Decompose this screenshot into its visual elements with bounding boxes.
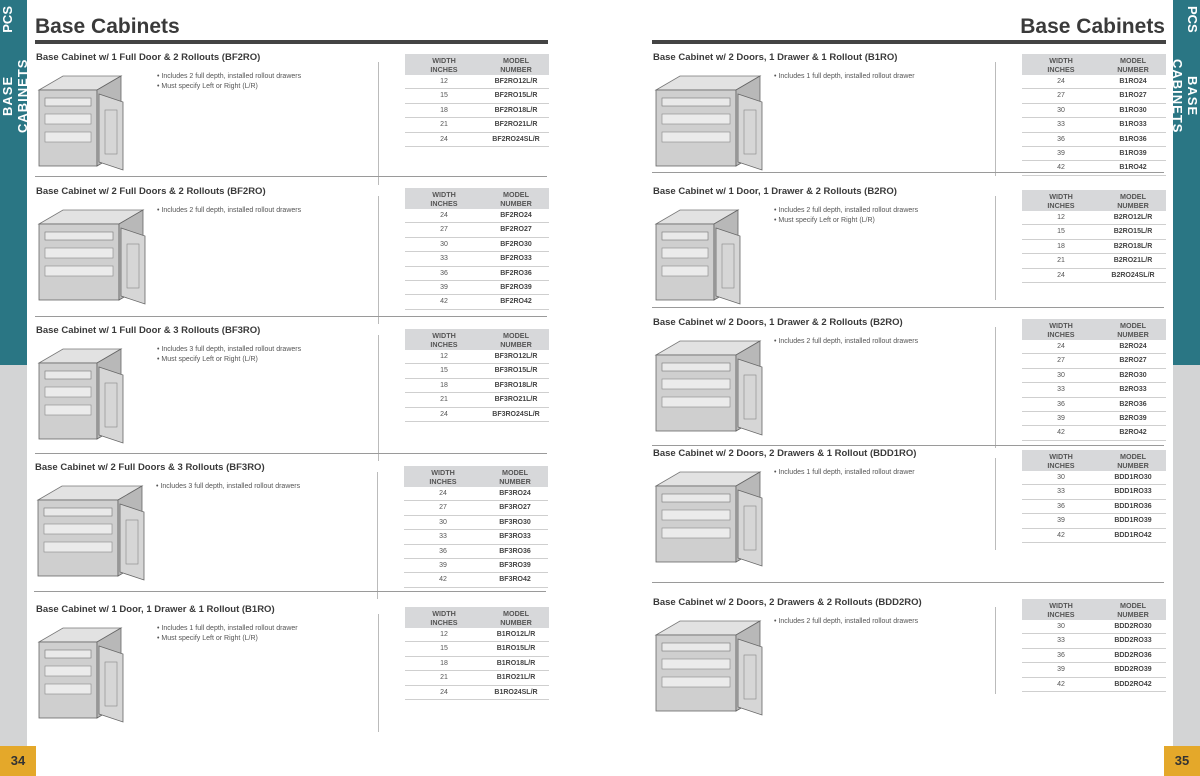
width-cell: 21 bbox=[440, 674, 448, 682]
width-cell: 18 bbox=[440, 381, 448, 389]
width-cell: 15 bbox=[440, 367, 448, 375]
model-cell: B1RO39 bbox=[1119, 149, 1147, 157]
model-cell: BF2RO30 bbox=[500, 240, 532, 248]
table-row bbox=[405, 89, 549, 103]
model-cell: B1RO30 bbox=[1119, 106, 1147, 114]
table-row bbox=[405, 267, 549, 281]
table-row bbox=[405, 75, 549, 89]
feature-item: • Must specify Left or Right (L/R) bbox=[157, 356, 258, 363]
width-cell: 36 bbox=[1057, 135, 1065, 143]
feature-item: • Includes 1 full depth, installed rollout drawer bbox=[774, 469, 915, 476]
divider bbox=[995, 62, 996, 176]
width-cell: 12 bbox=[440, 631, 448, 638]
model-header: MODEL NUMBER bbox=[1117, 56, 1149, 74]
table-row bbox=[1022, 678, 1166, 692]
width-cell: 24 bbox=[439, 490, 447, 497]
table-row bbox=[404, 545, 548, 559]
side-label: BASE CABINETS bbox=[1170, 58, 1200, 134]
model-header: MODEL NUMBER bbox=[1117, 601, 1149, 619]
width-cell: 33 bbox=[1057, 488, 1065, 496]
model-cell: B2RO27 bbox=[1119, 357, 1147, 365]
width-cell: 15 bbox=[440, 92, 448, 100]
width-header: WIDTH INCHES bbox=[1047, 601, 1075, 619]
model-header: MODEL NUMBER bbox=[500, 190, 532, 208]
model-cell: B1RO12L/R bbox=[496, 631, 536, 638]
width-header: WIDTH INCHES bbox=[430, 190, 458, 208]
divider bbox=[378, 614, 379, 732]
table-row bbox=[405, 118, 549, 132]
model-cell: BF3RO18L/R bbox=[494, 381, 538, 389]
table-row bbox=[404, 487, 548, 501]
title-rule-left bbox=[35, 40, 548, 44]
width-cell: 42 bbox=[1057, 680, 1065, 688]
feature-list bbox=[774, 72, 915, 82]
table-row bbox=[1022, 133, 1166, 147]
model-cell: B2RO21L/R bbox=[1113, 257, 1153, 265]
table-row bbox=[1022, 426, 1166, 440]
width-cell: 42 bbox=[1057, 164, 1065, 172]
model-cell: BF3RO24 bbox=[499, 490, 531, 497]
model-cell: B2RO33 bbox=[1119, 386, 1147, 394]
model-cell: BF2RO18L/R bbox=[494, 106, 538, 114]
section-title: Base Cabinet w/ 1 Full Door & 2 Rollouts (BF2RO) bbox=[36, 52, 261, 63]
model-cell: BF3RO27 bbox=[499, 504, 531, 512]
width-cell: 27 bbox=[439, 504, 447, 512]
feature-list bbox=[157, 345, 301, 365]
table-row bbox=[1022, 147, 1166, 161]
feature-list bbox=[774, 617, 918, 627]
width-header: WIDTH INCHES bbox=[429, 468, 457, 486]
model-cell: B1RO42 bbox=[1119, 164, 1147, 172]
table-header bbox=[405, 188, 549, 209]
width-header: WIDTH INCHES bbox=[1047, 56, 1075, 74]
width-header: WIDTH INCHES bbox=[430, 609, 458, 627]
section-separator bbox=[34, 591, 546, 592]
width-cell: 33 bbox=[1057, 386, 1065, 394]
table-header bbox=[405, 54, 549, 75]
spec-table bbox=[1022, 319, 1166, 441]
width-cell: 24 bbox=[1057, 78, 1065, 85]
model-cell: B2RO39 bbox=[1119, 414, 1147, 422]
model-cell: BF2RO12L/R bbox=[494, 78, 538, 85]
feature-list bbox=[156, 482, 300, 492]
divider bbox=[378, 196, 379, 324]
feature-item: • Includes 3 full depth, installed rollout drawers bbox=[157, 346, 302, 353]
model-cell: BF3RO12L/R bbox=[494, 353, 538, 360]
feature-item: • Includes 3 full depth, installed rollout drawers bbox=[156, 483, 301, 490]
spec-table bbox=[1022, 54, 1166, 176]
model-cell: BF2RO24 bbox=[500, 212, 532, 219]
model-cell: B1RO36 bbox=[1119, 135, 1147, 143]
model-cell: BF2RO27 bbox=[500, 226, 532, 234]
feature-item: • Must specify Left or Right (L/R) bbox=[157, 635, 258, 642]
side-strip-left bbox=[0, 365, 27, 746]
width-cell: 30 bbox=[1057, 106, 1065, 114]
table-row bbox=[1022, 369, 1166, 383]
width-cell: 39 bbox=[1057, 666, 1065, 674]
table-row bbox=[405, 223, 549, 237]
table-row bbox=[1022, 412, 1166, 426]
feature-list bbox=[157, 624, 298, 644]
model-cell: B2RO12L/R bbox=[1113, 214, 1153, 221]
table-row bbox=[405, 628, 549, 642]
model-cell: BF3RO24SL/R bbox=[492, 410, 540, 418]
model-cell: B1RO18L/R bbox=[496, 659, 536, 667]
table-row bbox=[1022, 118, 1166, 132]
model-header: MODEL NUMBER bbox=[500, 56, 532, 74]
feature-list bbox=[157, 72, 301, 92]
width-cell: 30 bbox=[440, 240, 448, 248]
table-row bbox=[1022, 269, 1166, 283]
table-row bbox=[1022, 620, 1166, 634]
section-separator bbox=[35, 316, 547, 317]
width-cell: 36 bbox=[1057, 400, 1065, 408]
spec-table bbox=[405, 54, 549, 147]
section-separator bbox=[35, 176, 547, 177]
table-header bbox=[1022, 319, 1166, 340]
width-cell: 36 bbox=[439, 547, 447, 555]
feature-item: • Includes 2 full depth, installed rollout drawers bbox=[157, 73, 302, 80]
width-cell: 30 bbox=[1057, 623, 1065, 630]
model-cell: BDD2RO39 bbox=[1114, 666, 1152, 674]
model-cell: BF3RO42 bbox=[499, 576, 531, 584]
section-title: Base Cabinet w/ 2 Full Doors & 3 Rollouts (BF3RO) bbox=[35, 462, 265, 473]
model-cell: BDD2RO30 bbox=[1114, 623, 1152, 630]
section-title: Base Cabinet w/ 2 Doors, 1 Drawer & 1 Rollout (B1RO) bbox=[653, 52, 898, 63]
width-cell: 15 bbox=[1057, 228, 1065, 236]
model-cell: BF2RO39 bbox=[500, 283, 532, 291]
cabinet-illustration bbox=[652, 68, 782, 178]
model-cell: B1RO24 bbox=[1119, 78, 1147, 85]
width-header: WIDTH INCHES bbox=[430, 331, 458, 349]
width-cell: 30 bbox=[1057, 371, 1065, 379]
feature-item: • Includes 1 full depth, installed rollout drawer bbox=[774, 73, 915, 80]
cabinet-illustration bbox=[652, 333, 782, 443]
section-separator bbox=[652, 307, 1164, 308]
width-cell: 24 bbox=[440, 212, 448, 219]
model-cell: B2RO36 bbox=[1119, 400, 1147, 408]
section-title: Base Cabinet w/ 2 Doors, 2 Drawers & 1 Rollout (BDD1RO) bbox=[653, 448, 917, 459]
table-row bbox=[1022, 529, 1166, 543]
table-header bbox=[1022, 450, 1166, 471]
table-row bbox=[1022, 383, 1166, 397]
section-title: Base Cabinet w/ 2 Doors, 2 Drawers & 2 Rollouts (BDD2RO) bbox=[653, 597, 922, 608]
width-header: WIDTH INCHES bbox=[1047, 321, 1075, 339]
model-cell: B1RO27 bbox=[1119, 92, 1147, 100]
table-row bbox=[1022, 485, 1166, 499]
table-header bbox=[1022, 599, 1166, 620]
model-cell: B1RO21L/R bbox=[496, 674, 536, 682]
table-row bbox=[1022, 649, 1166, 663]
model-header: MODEL NUMBER bbox=[500, 331, 532, 349]
spec-table bbox=[404, 466, 548, 588]
table-row bbox=[405, 281, 549, 295]
section-separator bbox=[35, 453, 547, 454]
width-cell: 42 bbox=[1057, 429, 1065, 437]
section-separator bbox=[652, 445, 1164, 446]
section-separator bbox=[652, 582, 1164, 583]
model-cell: BF3RO30 bbox=[499, 518, 531, 526]
side-tab-right bbox=[1170, 0, 1200, 365]
model-header: MODEL NUMBER bbox=[500, 609, 532, 627]
model-cell: BF2RO21L/R bbox=[494, 121, 538, 129]
feature-item: • Includes 2 full depth, installed rollout drawers bbox=[774, 618, 919, 625]
width-cell: 33 bbox=[1057, 121, 1065, 129]
spec-table bbox=[405, 188, 549, 310]
width-cell: 27 bbox=[440, 226, 448, 234]
model-cell: BDD1RO30 bbox=[1114, 474, 1152, 481]
model-cell: BF3RO36 bbox=[499, 547, 531, 555]
table-header bbox=[404, 466, 548, 487]
cabinet-illustration bbox=[35, 202, 165, 312]
width-cell: 21 bbox=[440, 396, 448, 404]
feature-item: • Must specify Left or Right (L/R) bbox=[774, 217, 875, 224]
width-cell: 36 bbox=[440, 269, 448, 277]
feature-item: • Includes 2 full depth, installed rollout drawers bbox=[774, 338, 919, 345]
model-header: MODEL NUMBER bbox=[1117, 321, 1149, 339]
model-cell: BF3RO33 bbox=[499, 533, 531, 541]
width-cell: 24 bbox=[440, 688, 448, 696]
model-cell: BF2RO42 bbox=[500, 298, 532, 306]
width-cell: 15 bbox=[440, 645, 448, 653]
model-cell: BF3RO39 bbox=[499, 561, 531, 569]
brand-logo: PCS bbox=[0, 6, 15, 33]
section-title: Base Cabinet w/ 1 Full Door & 3 Rollouts (BF3RO) bbox=[36, 325, 261, 336]
table-row bbox=[405, 133, 549, 147]
width-cell: 21 bbox=[440, 121, 448, 129]
table-row bbox=[405, 209, 549, 223]
width-cell: 36 bbox=[1057, 502, 1065, 510]
width-header: WIDTH INCHES bbox=[430, 56, 458, 74]
table-row bbox=[1022, 634, 1166, 648]
width-cell: 42 bbox=[440, 298, 448, 306]
divider bbox=[995, 196, 996, 300]
table-row bbox=[1022, 354, 1166, 368]
divider bbox=[378, 335, 379, 461]
table-row bbox=[405, 252, 549, 266]
width-cell: 30 bbox=[1057, 474, 1065, 481]
side-strip-right bbox=[1173, 365, 1200, 746]
width-cell: 39 bbox=[1057, 414, 1065, 422]
cabinet-illustration bbox=[34, 478, 164, 588]
spec-table bbox=[1022, 599, 1166, 692]
spec-table bbox=[405, 607, 549, 700]
table-row bbox=[1022, 211, 1166, 225]
model-cell: BF3RO15L/R bbox=[494, 367, 538, 375]
model-cell: B1RO15L/R bbox=[496, 645, 536, 653]
divider bbox=[995, 327, 996, 448]
model-cell: BF2RO24SL/R bbox=[492, 135, 540, 143]
width-cell: 42 bbox=[1057, 531, 1065, 539]
table-row bbox=[1022, 75, 1166, 89]
table-row bbox=[405, 671, 549, 685]
model-cell: B2RO15L/R bbox=[1113, 228, 1153, 236]
width-cell: 39 bbox=[440, 283, 448, 291]
spec-table bbox=[405, 329, 549, 422]
model-cell: B1RO33 bbox=[1119, 121, 1147, 129]
model-cell: BDD2RO33 bbox=[1114, 637, 1152, 645]
width-cell: 27 bbox=[1057, 92, 1065, 100]
table-row bbox=[1022, 225, 1166, 239]
table-row bbox=[1022, 500, 1166, 514]
table-row bbox=[405, 364, 549, 378]
model-header: MODEL NUMBER bbox=[1117, 452, 1149, 470]
page-title-right: Base Cabinets bbox=[1020, 15, 1165, 38]
cabinet-illustration bbox=[652, 613, 782, 723]
table-header bbox=[405, 607, 549, 628]
title-rule-right bbox=[652, 40, 1166, 44]
feature-item: • Must specify Left or Right (L/R) bbox=[157, 83, 258, 90]
feature-item: • Includes 1 full depth, installed rollout drawer bbox=[157, 625, 298, 632]
model-cell: BF2RO36 bbox=[500, 269, 532, 277]
table-row bbox=[405, 104, 549, 118]
feature-item: • Includes 2 full depth, installed rollout drawers bbox=[774, 207, 919, 214]
table-header bbox=[405, 329, 549, 350]
model-cell: BDD2RO36 bbox=[1114, 651, 1152, 659]
model-cell: BDD1RO39 bbox=[1114, 517, 1152, 525]
page-title-left: Base Cabinets bbox=[35, 15, 180, 38]
feature-item: • Includes 2 full depth, installed rollout drawers bbox=[157, 207, 302, 214]
brand-logo: PCS bbox=[1185, 6, 1200, 33]
width-cell: 12 bbox=[440, 78, 448, 85]
table-row bbox=[1022, 89, 1166, 103]
table-row bbox=[1022, 240, 1166, 254]
table-row bbox=[1022, 340, 1166, 354]
width-cell: 33 bbox=[440, 255, 448, 263]
width-header: WIDTH INCHES bbox=[1047, 192, 1075, 210]
table-header bbox=[1022, 54, 1166, 75]
width-cell: 24 bbox=[440, 135, 448, 143]
feature-list bbox=[774, 337, 918, 347]
width-cell: 39 bbox=[1057, 517, 1065, 525]
table-row bbox=[405, 686, 549, 700]
cabinet-illustration bbox=[35, 620, 165, 730]
table-row bbox=[405, 238, 549, 252]
width-header: WIDTH INCHES bbox=[1047, 452, 1075, 470]
table-row bbox=[1022, 104, 1166, 118]
width-cell: 24 bbox=[440, 410, 448, 418]
feature-list bbox=[157, 206, 301, 216]
model-cell: B2RO42 bbox=[1119, 429, 1147, 437]
width-cell: 36 bbox=[1057, 651, 1065, 659]
model-cell: BF3RO21L/R bbox=[494, 396, 538, 404]
table-header bbox=[1022, 190, 1166, 211]
width-cell: 27 bbox=[1057, 357, 1065, 365]
table-row bbox=[1022, 471, 1166, 485]
divider bbox=[995, 458, 996, 550]
model-cell: B2RO24 bbox=[1119, 343, 1147, 350]
page-number-right: 35 bbox=[1164, 746, 1200, 776]
feature-list bbox=[774, 468, 915, 478]
divider bbox=[378, 62, 379, 185]
width-cell: 21 bbox=[1057, 257, 1065, 265]
width-cell: 12 bbox=[1057, 214, 1065, 221]
model-cell: BDD1RO36 bbox=[1114, 502, 1152, 510]
table-row bbox=[405, 657, 549, 671]
table-row bbox=[405, 393, 549, 407]
section-title: Base Cabinet w/ 1 Door, 1 Drawer & 2 Rollouts (B2RO) bbox=[653, 186, 897, 197]
table-row bbox=[1022, 161, 1166, 175]
width-cell: 24 bbox=[1057, 271, 1065, 279]
model-cell: B2RO30 bbox=[1119, 371, 1147, 379]
table-row bbox=[404, 530, 548, 544]
spec-table bbox=[1022, 190, 1166, 283]
spec-table bbox=[1022, 450, 1166, 543]
cabinet-illustration bbox=[35, 341, 165, 451]
page-number-left: 34 bbox=[0, 746, 36, 776]
divider bbox=[995, 607, 996, 694]
width-cell: 39 bbox=[1057, 149, 1065, 157]
width-cell: 18 bbox=[440, 659, 448, 667]
table-row bbox=[405, 350, 549, 364]
section-title: Base Cabinet w/ 1 Door, 1 Drawer & 1 Rollout (B1RO) bbox=[36, 604, 275, 615]
model-cell: BF2RO33 bbox=[500, 255, 532, 263]
model-cell: BDD1RO33 bbox=[1114, 488, 1152, 496]
cabinet-illustration bbox=[652, 464, 782, 574]
table-row bbox=[405, 295, 549, 309]
table-row bbox=[404, 573, 548, 587]
model-cell: B2RO18L/R bbox=[1113, 242, 1153, 250]
table-row bbox=[1022, 398, 1166, 412]
model-cell: BDD1RO42 bbox=[1114, 531, 1152, 539]
table-row bbox=[405, 642, 549, 656]
section-title: Base Cabinet w/ 2 Doors, 1 Drawer & 2 Rollouts (B2RO) bbox=[653, 317, 903, 328]
width-cell: 33 bbox=[439, 533, 447, 541]
width-cell: 33 bbox=[1057, 637, 1065, 645]
section-title: Base Cabinet w/ 2 Full Doors & 2 Rollouts (BF2RO) bbox=[36, 186, 266, 197]
divider bbox=[377, 472, 378, 599]
model-cell: BF2RO15L/R bbox=[494, 92, 538, 100]
cabinet-illustration bbox=[652, 202, 782, 312]
section-separator bbox=[652, 172, 1164, 173]
table-row bbox=[404, 516, 548, 530]
table-row bbox=[1022, 514, 1166, 528]
side-tab-left bbox=[0, 0, 30, 365]
model-cell: BDD2RO42 bbox=[1114, 680, 1152, 688]
table-row bbox=[404, 501, 548, 515]
model-header: MODEL NUMBER bbox=[499, 468, 531, 486]
side-label: BASE CABINETS bbox=[0, 58, 30, 134]
width-cell: 18 bbox=[440, 106, 448, 114]
width-cell: 24 bbox=[1057, 343, 1065, 350]
feature-list bbox=[774, 206, 918, 226]
width-cell: 12 bbox=[440, 353, 448, 360]
width-cell: 30 bbox=[439, 518, 447, 526]
table-row bbox=[1022, 663, 1166, 677]
table-row bbox=[405, 408, 549, 422]
model-cell: B1RO24SL/R bbox=[494, 688, 538, 696]
table-row bbox=[404, 559, 548, 573]
table-row bbox=[1022, 254, 1166, 268]
width-cell: 42 bbox=[439, 576, 447, 584]
table-row bbox=[405, 379, 549, 393]
model-cell: B2RO24SL/R bbox=[1111, 271, 1155, 279]
cabinet-illustration bbox=[35, 68, 165, 178]
model-header: MODEL NUMBER bbox=[1117, 192, 1149, 210]
width-cell: 39 bbox=[439, 561, 447, 569]
width-cell: 18 bbox=[1057, 242, 1065, 250]
